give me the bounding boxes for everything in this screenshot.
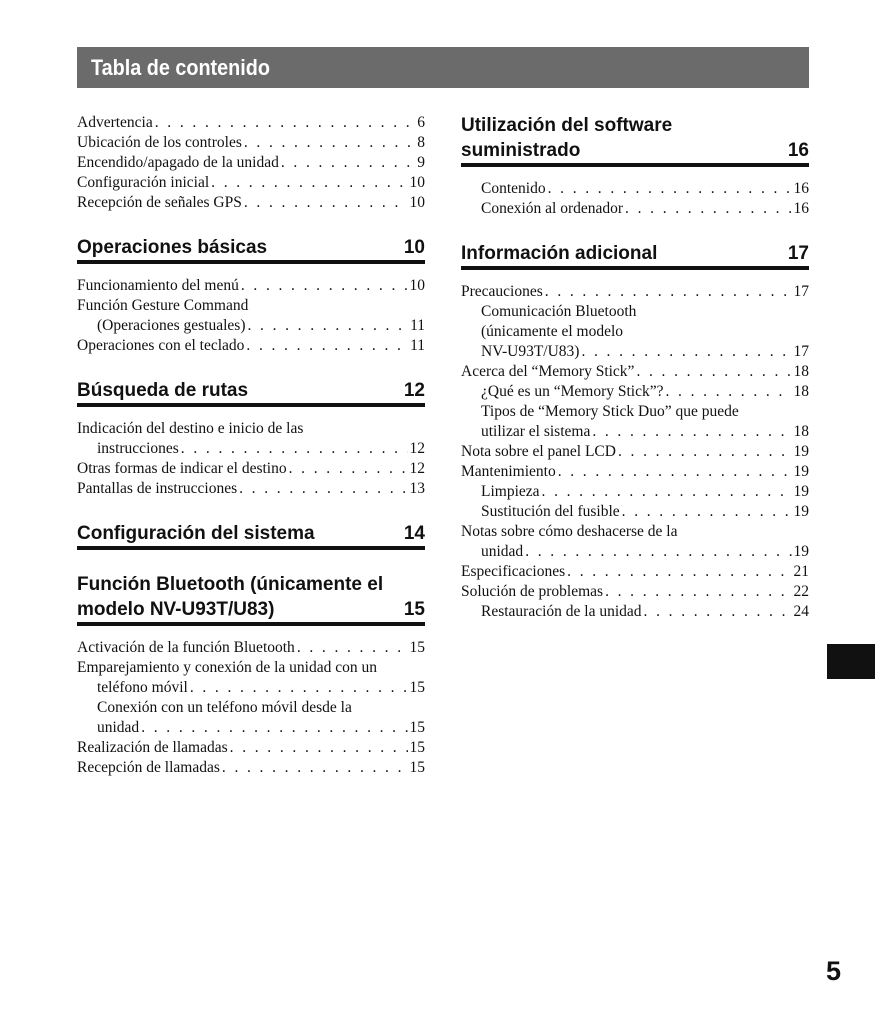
section-heading[interactable]: Información adicional 17 bbox=[461, 241, 809, 270]
toc-title: Tabla de contenido bbox=[91, 55, 270, 80]
toc-entry-line[interactable]: (únicamente el modelo bbox=[481, 323, 624, 340]
left-column bbox=[77, 113, 425, 800]
toc-entry[interactable]: Advertencia . . . 6 bbox=[77, 113, 425, 133]
toc-entry[interactable]: Pantallas de instrucciones . . . 13 bbox=[77, 479, 425, 499]
section-busqueda-de-rutas bbox=[77, 378, 425, 499]
toc-entry[interactable]: Mantenimiento . . . 19 bbox=[461, 462, 809, 482]
toc-entry[interactable]: NV-U93T/U83) . . . 17 bbox=[461, 342, 809, 362]
toc-entry[interactable]: Especificaciones . . . 21 bbox=[461, 562, 809, 582]
toc-entry[interactable]: Acerca del “Memory Stick” . . . 18 bbox=[461, 362, 809, 382]
toc-entry[interactable]: utilizar el sistema . . . 18 bbox=[461, 422, 809, 442]
toc-entry[interactable]: Recepción de señales GPS . . . 10 bbox=[77, 193, 425, 213]
section-utilizacion-del-software bbox=[461, 113, 809, 219]
toc-entry[interactable]: unidad . . . 19 bbox=[461, 542, 809, 562]
toc-entry[interactable]: Conexión al ordenador . . . 16 bbox=[461, 199, 809, 219]
toc-entry[interactable]: teléfono móvil . . . 15 bbox=[77, 678, 425, 698]
toc-entry[interactable]: Activación de la función Bluetooth . . . 15 bbox=[77, 638, 425, 658]
toc-entry[interactable]: Precauciones . . . 17 bbox=[461, 282, 809, 302]
toc-entry[interactable]: Sustitución del fusible . . . 19 bbox=[461, 502, 809, 522]
chapter-tab-marker bbox=[827, 644, 875, 679]
toc-entry-line[interactable]: Conexión con un teléfono móvil desde la bbox=[97, 699, 352, 716]
toc-entry-line[interactable]: Tipos de “Memory Stick Duo” que puede bbox=[481, 403, 739, 420]
toc-entry[interactable]: unidad . . . 15 bbox=[77, 718, 425, 738]
toc-entry[interactable]: Otras formas de indicar el destino . . . 12 bbox=[77, 459, 425, 479]
toc-entry[interactable]: Encendido/apagado de la unidad . . . 9 bbox=[77, 153, 425, 173]
toc-entry[interactable]: Configuración inicial . . . 10 bbox=[77, 173, 425, 193]
section-heading[interactable]: Operaciones básicas 10 bbox=[77, 235, 425, 264]
toc-title-banner bbox=[77, 47, 809, 88]
toc-entry-line[interactable]: Emparejamiento y conexión de la unidad con un bbox=[77, 659, 378, 676]
toc-entry[interactable]: Contenido . . . 16 bbox=[461, 179, 809, 199]
toc-entry[interactable]: Nota sobre el panel LCD . . . 19 bbox=[461, 442, 809, 462]
toc-entry[interactable]: (Operaciones gestuales) . . . 11 bbox=[77, 316, 425, 336]
section-heading[interactable]: Función Bluetooth (únicamente el modelo NV-U93T/U83) 15 bbox=[77, 572, 425, 626]
section-heading[interactable]: Búsqueda de rutas 12 bbox=[77, 378, 425, 407]
section-heading[interactable]: Utilización del software suministrado 16 bbox=[461, 113, 809, 167]
toc-entry[interactable]: Realización de llamadas . . . 15 bbox=[77, 738, 425, 758]
page-number: 5 bbox=[826, 956, 842, 986]
right-column bbox=[461, 113, 809, 644]
toc-entry[interactable]: Solución de problemas . . . 22 bbox=[461, 582, 809, 602]
toc-entry[interactable]: Recepción de llamadas . . . 15 bbox=[77, 758, 425, 778]
intro-list bbox=[77, 113, 425, 213]
toc-entry[interactable]: Operaciones con el teclado . . . 11 bbox=[77, 336, 425, 356]
toc-entry[interactable]: Restauración de la unidad . . . 24 bbox=[461, 602, 809, 622]
section-configuracion-del-sistema bbox=[77, 521, 425, 550]
section-informacion-adicional bbox=[461, 241, 809, 622]
toc-entry[interactable]: ¿Qué es un “Memory Stick”? . . . 18 bbox=[461, 382, 809, 402]
toc-entry-line[interactable]: Comunicación Bluetooth bbox=[481, 303, 637, 320]
toc-entry[interactable]: Limpieza . . . 19 bbox=[461, 482, 809, 502]
toc-entry-line[interactable]: Indicación del destino e inicio de las bbox=[77, 420, 304, 437]
toc-entry-line[interactable]: Función Gesture Command bbox=[77, 297, 249, 314]
toc-entry[interactable]: Ubicación de los controles . . . 8 bbox=[77, 133, 425, 153]
section-funcion-bluetooth bbox=[77, 572, 425, 778]
section-heading[interactable]: Configuración del sistema 14 bbox=[77, 521, 425, 550]
toc-entry-line[interactable]: Notas sobre cómo deshacerse de la bbox=[461, 523, 678, 540]
toc-entry[interactable]: Funcionamiento del menú . . . 10 bbox=[77, 276, 425, 296]
toc-entry[interactable]: instrucciones . . . 12 bbox=[77, 439, 425, 459]
section-operaciones-basicas bbox=[77, 235, 425, 356]
